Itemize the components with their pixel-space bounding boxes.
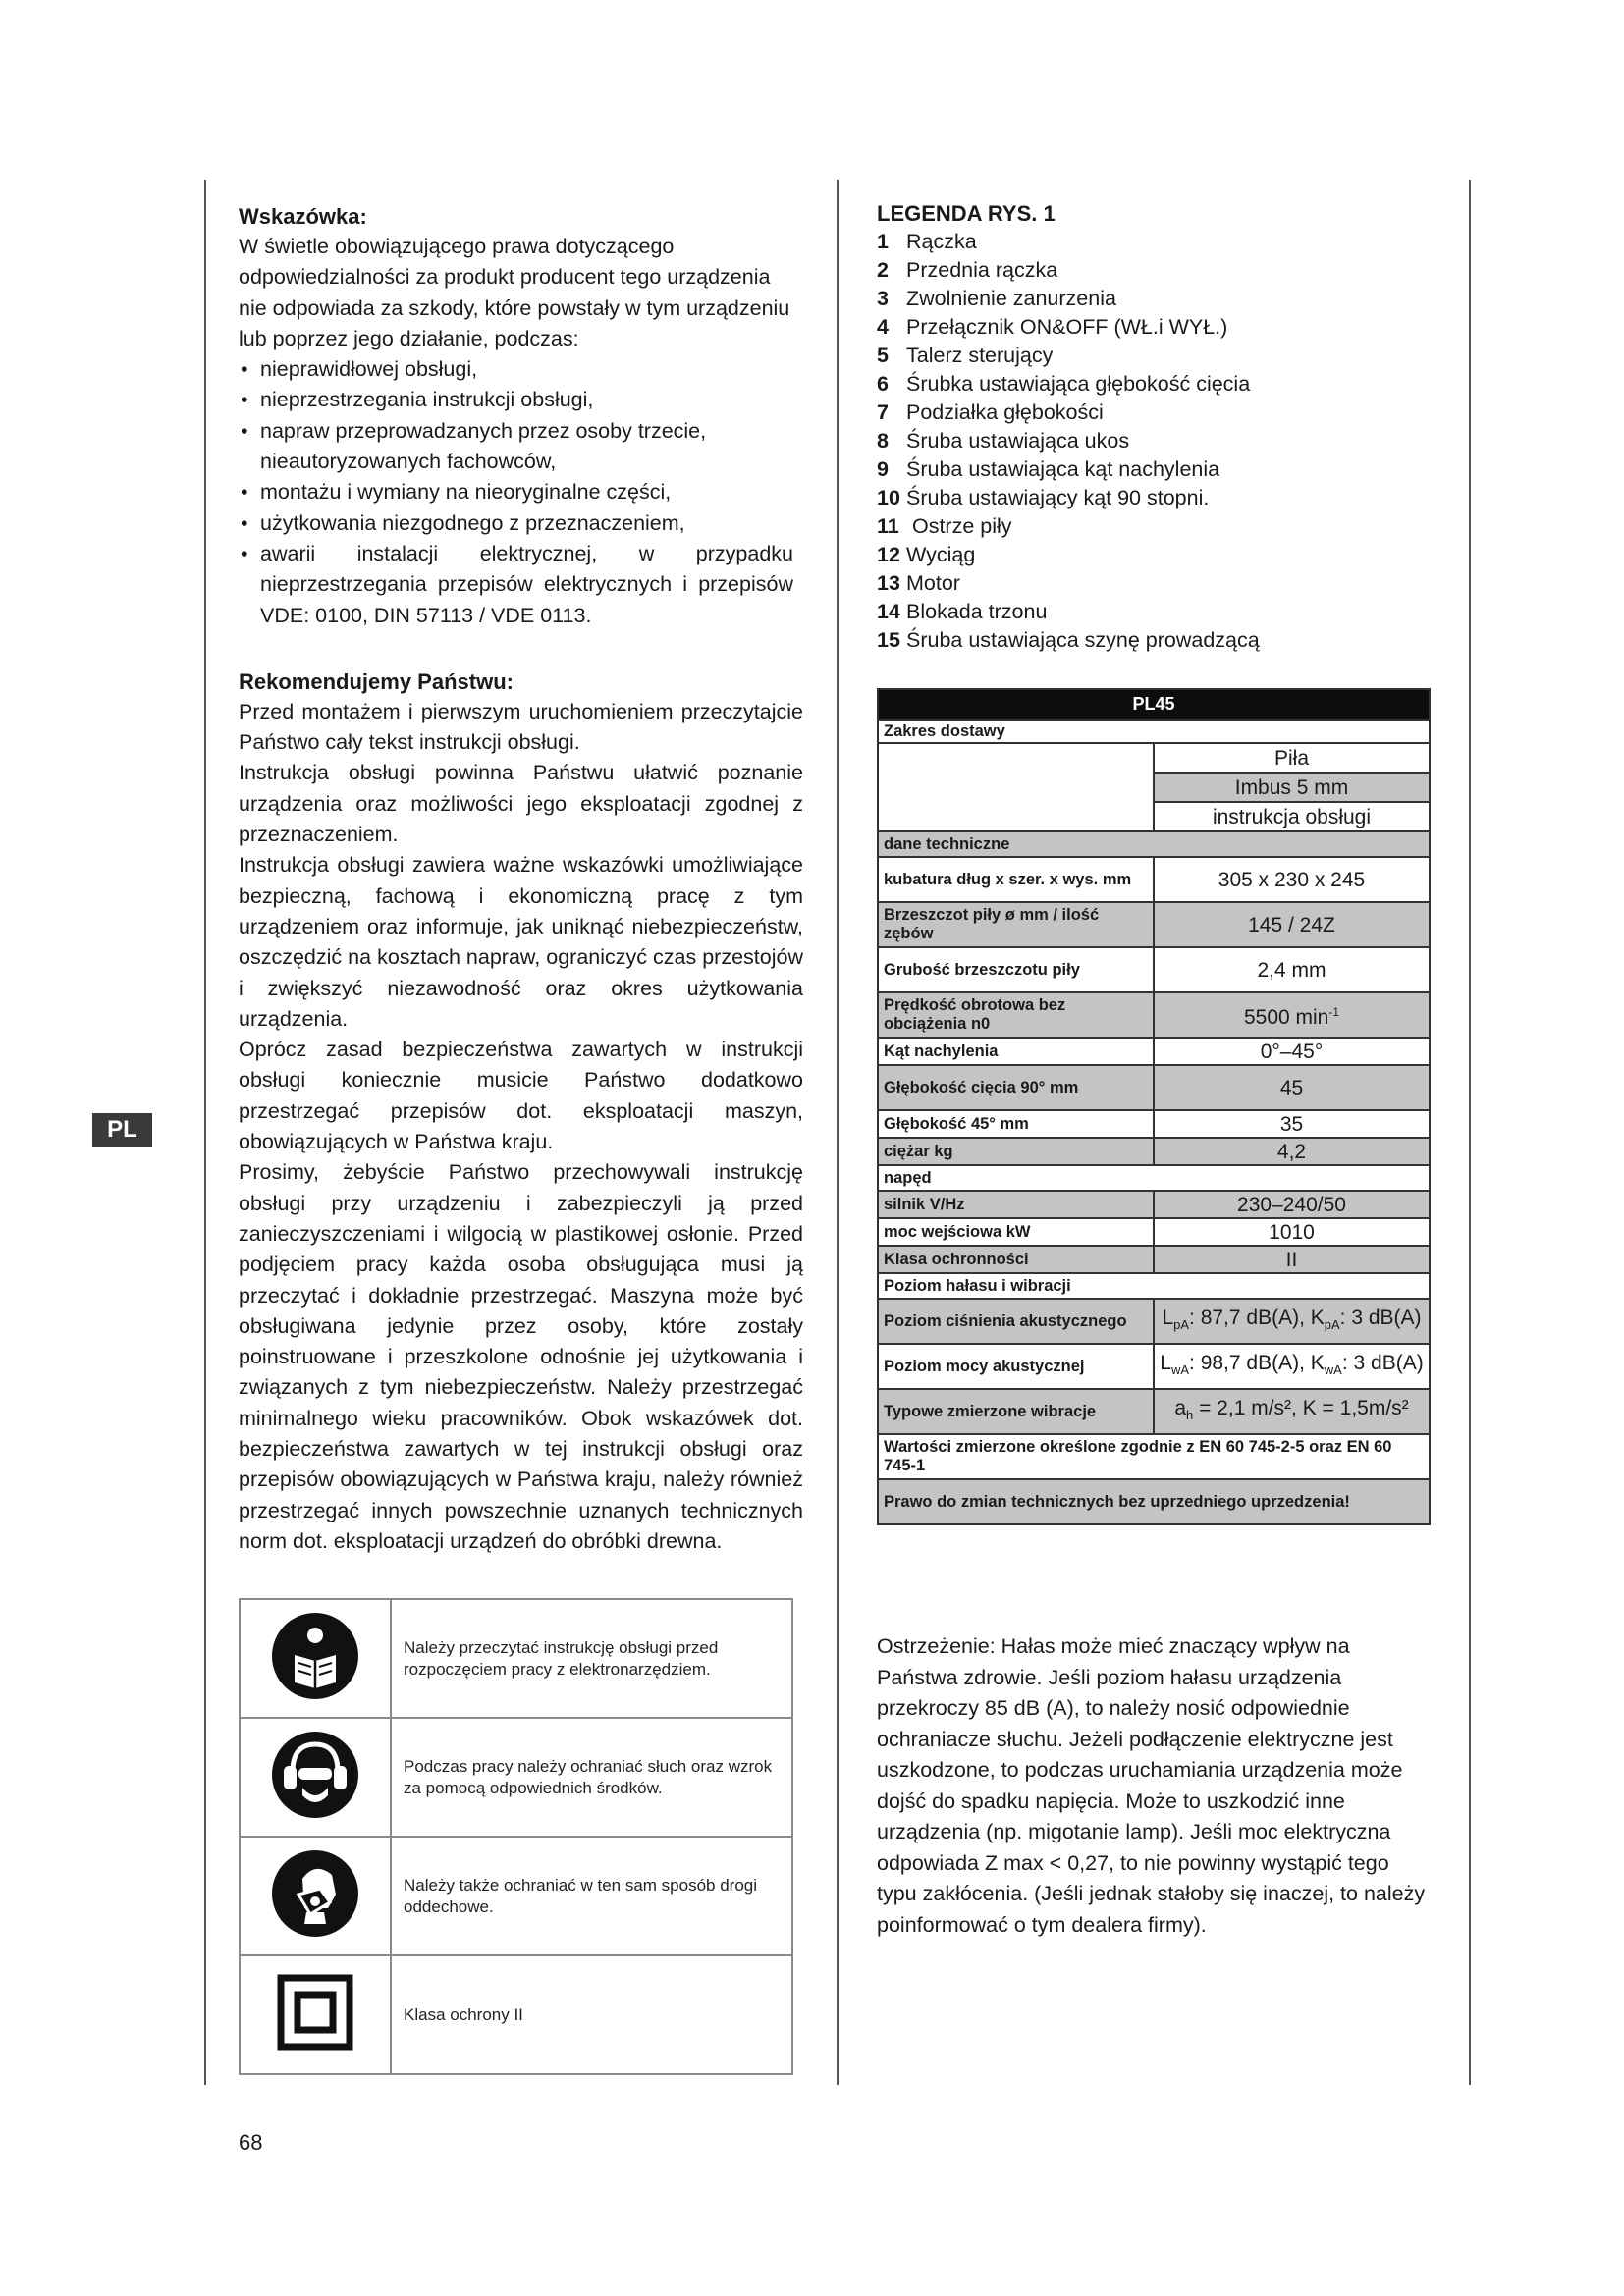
- list-item: • nieprawidłowej obsługi,: [239, 354, 793, 385]
- center-divider-line: [837, 180, 839, 2085]
- spec-value: 1010: [1154, 1218, 1430, 1246]
- legend-label: Śruba ustawiająca kąt nachylenia: [906, 457, 1220, 481]
- symbol: a: [1174, 1396, 1187, 1419]
- spec-label: Poziom ciśnienia akustycznego: [878, 1299, 1154, 1344]
- hint-text: W świetle obowiązującego prawa dotyczącego odpowiedzialności za produkt producent tego urządzenia nie odpowiada za szkody, które powstały w tym urządzeniu lub poprzez jego działanie, podczas:: [239, 235, 790, 350]
- table-row: [878, 720, 1430, 743]
- legend-number: 12: [877, 543, 900, 566]
- legend-number: 3: [877, 287, 889, 310]
- list-item: • użytkowania niezgodnego z przeznaczeniem,: [239, 508, 793, 539]
- spec-label: Głębokość 45° mm: [878, 1110, 1154, 1138]
- page-number: 68: [239, 2130, 263, 2155]
- legend-number: 7: [877, 400, 889, 424]
- left-column: [239, 201, 803, 1557]
- recommend-paragraph: Prosimy, żebyście Państwo przechowywali instrukcję obsługi przy urządzeniu i zabezpieczyli ją przed zanieczyszczeniami i wilgocią w plastikowej osłonie. Przed podjęciem pracy każda osoba obsługująca musi ją przeczytać i dokładnie przestrzegać. Maszyna może być obsługiwana jedynie przez osoby, które zostały poinstruowane i przeszkolone odnośnie jej użytkowania i związanych z tym niebezpieczeństw. Należy przestrzegać minimalnego wieku pracowników. Obok wskazówek dot. bezpieczeństwa zawartych w tej instrukcji obsługi oraz przepisów obowiązujących w Państwa kraju, należy również przestrzegać innych powszechnie uznanych technicznych norm dot. eksploatacji urządzeń do obróbki drewna.: [239, 1160, 803, 1553]
- recommend-title: Rekomendujemy Państwu:: [239, 668, 514, 694]
- list-item: [877, 256, 1436, 285]
- table-row: [878, 689, 1430, 720]
- table-row: [878, 1138, 1430, 1165]
- legend-number: 2: [877, 258, 889, 282]
- scope-item: Imbus 5 mm: [1154, 773, 1430, 802]
- list-item: [877, 427, 1436, 455]
- symbol-cell: [240, 1955, 391, 2074]
- table-row: [878, 1389, 1430, 1434]
- spec-value: II: [1154, 1246, 1430, 1273]
- list-item: • montażu i wymiany na nieoryginalne części,: [239, 477, 793, 507]
- list-item: [877, 370, 1436, 399]
- scope-empty-cell: [878, 743, 1154, 831]
- legend-number: 13: [877, 571, 900, 595]
- table-row: [240, 1599, 792, 1718]
- table-row: [878, 1165, 1430, 1191]
- list-item: • napraw przeprowadzanych przez osoby trzecie, nieautoryzowanych fachowców,: [239, 416, 793, 478]
- symbol-cell: [240, 1718, 391, 1837]
- legend-label: Talerz sterujący: [906, 344, 1054, 367]
- subscript: wA: [1170, 1362, 1190, 1378]
- spec-value: 230–240/50: [1154, 1191, 1430, 1218]
- table-row: [878, 857, 1430, 902]
- table-row: [878, 947, 1430, 992]
- right-margin-line: [1469, 180, 1471, 2085]
- symbol-text: Podczas pracy należy ochraniać słuch oraz wzrok za pomocą odpowiednich środków.: [391, 1718, 792, 1837]
- speed-unit-exponent: -1: [1328, 1005, 1340, 1019]
- spec-label: Kąt nachylenia: [878, 1038, 1154, 1065]
- table-row: [878, 1344, 1430, 1389]
- legend-label: Blokada trzonu: [906, 600, 1048, 623]
- legend-number: 4: [877, 315, 889, 339]
- spec-label: Głębokość cięcia 90° mm: [878, 1065, 1154, 1110]
- value: = 2,1 m/s², K = 1,5m/s²: [1193, 1396, 1409, 1419]
- legend-number: 8: [877, 429, 889, 453]
- recommend-paragraph: Oprócz zasad bezpieczeństwa zawartych w instrukcji obsługi koniecznie musicie Państwo dodatkowo przestrzegać przepisów dot. eksploatacji maszyn, obowiązujących w Państwa kraju.: [239, 1038, 803, 1154]
- legend-label: Śrubka ustawiająca głębokość cięcia: [906, 372, 1251, 396]
- legend-label: Przełącznik ON&OFF (WŁ.i WYŁ.): [906, 315, 1228, 339]
- value: : 98,7 dB(A), K: [1189, 1351, 1325, 1374]
- legend-label: Podziałka głębokości: [906, 400, 1104, 424]
- spec-label: Klasa ochronności: [878, 1246, 1154, 1273]
- table-row: [878, 902, 1430, 947]
- legend-number: 15: [877, 628, 900, 652]
- legend-number: 5: [877, 344, 889, 367]
- list-item: [877, 484, 1436, 512]
- speed-value: 5500 min: [1243, 1006, 1329, 1029]
- subscript: wA: [1324, 1362, 1342, 1378]
- spec-table: [877, 688, 1431, 1525]
- table-row: [878, 831, 1430, 857]
- left-margin-line: [204, 180, 206, 2085]
- spec-value: [1154, 1389, 1430, 1434]
- legend-label: Zwolnienie zanurzenia: [906, 287, 1116, 310]
- spec-label: Poziom mocy akustycznej: [878, 1344, 1154, 1389]
- spec-value: 35: [1154, 1110, 1430, 1138]
- legend-label: Wyciąg: [906, 543, 976, 566]
- table-row: [878, 1273, 1430, 1299]
- safety-symbols-table: [239, 1598, 793, 2075]
- protection-class-ii-icon: [271, 1968, 359, 2056]
- value: : 87,7 dB(A), K: [1189, 1306, 1325, 1329]
- drive-label: napęd: [878, 1165, 1430, 1191]
- legend-label: Śruba ustawiająca szynę prowadzącą: [906, 628, 1260, 652]
- scope-item: instrukcja obsługi: [1154, 802, 1430, 831]
- scope-label: Zakres dostawy: [878, 720, 1430, 743]
- hint-bullet-list: [239, 354, 793, 631]
- model-header: PL45: [878, 689, 1430, 720]
- symbol: L: [1160, 1351, 1171, 1374]
- spec-value: [1154, 1299, 1430, 1344]
- hearing-eye-protection-icon: [271, 1731, 359, 1819]
- hint-title: Wskazówka:: [239, 204, 367, 229]
- scope-item: Piła: [1154, 743, 1430, 773]
- subscript: pA: [1173, 1317, 1190, 1333]
- spec-label: Typowe zmierzone wibracje: [878, 1389, 1154, 1434]
- symbol-text: Należy także ochraniać w ten sam sposób drogi oddechowe.: [391, 1837, 792, 1955]
- legend-number: 1: [877, 230, 889, 253]
- spec-label: Prędkość obrotowa bez obciążenia n0: [878, 992, 1154, 1038]
- subscript: pA: [1324, 1317, 1340, 1333]
- list-item: [877, 541, 1436, 569]
- list-item: [877, 228, 1436, 256]
- table-row: [240, 1718, 792, 1837]
- table-row: [878, 1434, 1430, 1479]
- table-row: [878, 1479, 1430, 1524]
- legend-label: Rączka: [906, 230, 977, 253]
- spec-label: silnik V/Hz: [878, 1191, 1154, 1218]
- table-row: [878, 1246, 1430, 1273]
- list-item: [877, 598, 1436, 626]
- legend-label: Śruba ustawiająca ukos: [906, 429, 1130, 453]
- legend-label: Motor: [906, 571, 960, 595]
- spec-value: 2,4 mm: [1154, 947, 1430, 992]
- table-row: [878, 743, 1430, 773]
- recommend-paragraph: Przed montażem i pierwszym uruchomieniem przeczytajcie Państwo cały tekst instrukcji obsługi.: [239, 699, 803, 755]
- list-item: • awarii instalacji elektrycznej, w przypadku nieprzestrzegania przepisów elektrycznych i przepisów VDE: 0100, DIN 57113 / VDE 0113.: [239, 539, 793, 631]
- list-item: [877, 313, 1436, 342]
- legend-label: Przednia rączka: [906, 258, 1058, 282]
- table-row: [878, 1110, 1430, 1138]
- spec-value: 4,2: [1154, 1138, 1430, 1165]
- tech-data-label: dane techniczne: [878, 831, 1430, 857]
- spec-value: 145 / 24Z: [1154, 902, 1430, 947]
- symbol-text: Należy przeczytać instrukcję obsługi przed rozpoczęciem pracy z elektronarzędziem.: [391, 1599, 792, 1718]
- language-badge: PL: [92, 1113, 152, 1147]
- list-item: [877, 285, 1436, 313]
- spec-label: moc wejściowa kW: [878, 1218, 1154, 1246]
- subscript: h: [1186, 1408, 1194, 1423]
- table-row: [878, 1065, 1430, 1110]
- legend-number: 14: [877, 600, 900, 623]
- respiratory-protection-icon: [271, 1849, 359, 1938]
- symbol-cell: [240, 1599, 391, 1718]
- spec-value: 0°–45°: [1154, 1038, 1430, 1065]
- spec-label: Brzeszczot piły ø mm / ilość zębów: [878, 902, 1154, 947]
- table-row: [878, 1038, 1430, 1065]
- spec-label: Grubość brzeszczotu piły: [878, 947, 1154, 992]
- noise-warning: Ostrzeżenie: Hałas może mieć znaczący wpływ na Państwa zdrowie. Jeśli poziom hałasu urządzenia przekroczy 85 dB (A), to należy nosić odpowiednie ochraniacze słuchu. Jeżeli podłączenie elektryczne jest uszkodzone, to podczas uruchamiania urządzenia może dojść do spadku napięcia. Może to uszkodzić inne urządzenia (np. migotanie lamp). Jeśli moc elektryczna odpowiada Z max < 0,27, to nie powinny wystąpić tego typu zakłócenia. (Jeśli jednak stałoby się inaczej, to należy poinformować o tym dealera firmy).: [877, 1634, 1426, 1937]
- legend-number: 10: [877, 486, 900, 509]
- spec-label: ciężar kg: [878, 1138, 1154, 1165]
- list-item: [877, 569, 1436, 598]
- list-item: • nieprzestrzegania instrukcji obsługi,: [239, 385, 793, 415]
- spec-label: kubatura dług x szer. x wys. mm: [878, 857, 1154, 902]
- value: : 3 dB(A): [1339, 1306, 1422, 1329]
- list-item: [877, 512, 1436, 541]
- list-item: [877, 399, 1436, 427]
- noise-header: Poziom hałasu i wibracji: [878, 1273, 1430, 1299]
- measurement-note: Wartości zmierzone określone zgodnie z EN 60 745-2-5 oraz EN 60 745-1: [878, 1434, 1430, 1479]
- recommend-paragraph: Instrukcja obsługi zawiera ważne wskazówki umożliwiające bezpieczną, fachową i ekonomiczną pracę z tym urządzeniem oraz informuje, jak uniknąć niebezpieczeństw, oszczędzić na kosztach napraw, ograniczyć czas przestojów i zwiększyć niezawodność oraz okres użytkowania urządzenia.: [239, 853, 803, 1031]
- change-notice: Prawo do zmian technicznych bez uprzedniego uprzedzenia!: [878, 1479, 1430, 1524]
- spec-value: 305 x 230 x 245: [1154, 857, 1430, 902]
- symbol-cell: [240, 1837, 391, 1955]
- legend-label: Ostrze piły: [906, 514, 1012, 538]
- list-item: [877, 455, 1436, 484]
- list-item: [877, 626, 1436, 655]
- table-row: [878, 1299, 1430, 1344]
- spec-value: 45: [1154, 1065, 1430, 1110]
- table-row: [240, 1837, 792, 1955]
- legend-number: 11: [877, 514, 899, 538]
- legend-number: 6: [877, 372, 889, 396]
- list-item: [877, 342, 1436, 370]
- value: : 3 dB(A): [1341, 1351, 1424, 1374]
- table-row: [878, 1218, 1430, 1246]
- legend-label: Śruba ustawiający kąt 90 stopni.: [906, 486, 1210, 509]
- recommend-paragraph: Instrukcja obsługi powinna Państwu ułatwić poznanie urządzenia oraz możliwości jego eksploatacji zgodnej z przeznaczeniem.: [239, 761, 803, 847]
- figure-legend: [877, 199, 1436, 655]
- legend-number: 9: [877, 457, 889, 481]
- symbol-text: Klasa ochrony II: [391, 1955, 792, 2074]
- table-row: [878, 1191, 1430, 1218]
- read-manual-icon: [271, 1612, 359, 1700]
- table-row: [878, 992, 1430, 1038]
- spec-value: [1154, 992, 1430, 1038]
- legend-title: LEGENDA RYS. 1: [877, 201, 1056, 226]
- spec-value: [1154, 1344, 1430, 1389]
- symbol: L: [1162, 1306, 1174, 1329]
- table-row: [240, 1955, 792, 2074]
